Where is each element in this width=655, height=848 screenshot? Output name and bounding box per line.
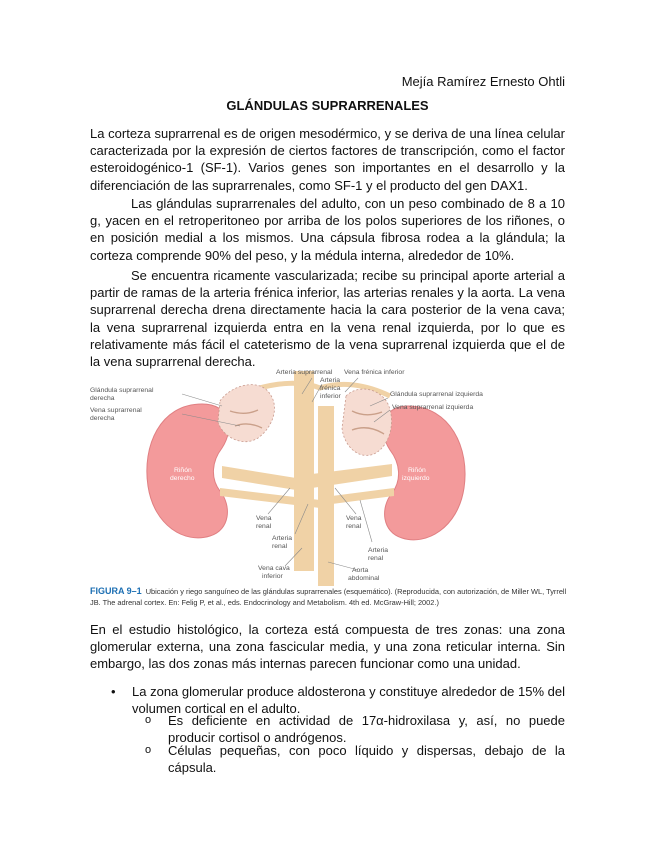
paragraph-histology: En el estudio histológico, la corteza está compuesta de tres zonas: una zona glomerular externa, una zona fascicular media, y una zona reticular interna. Sin embargo, las dos zonas más internas parecen funcionar como una unidad. xyxy=(90,622,565,672)
list-item-text: La zona glomerular produce aldosterona y constituye alrededor de 15% del volumen cortical en el adulto. xyxy=(132,684,565,716)
label-rinon-izquierdo-1: Riñón xyxy=(408,467,426,474)
label-arteria-frenica-2: frénica xyxy=(320,385,341,392)
label-vena-renal-d-1: Vena xyxy=(256,515,272,522)
label-aorta-2: abdominal xyxy=(348,575,380,582)
paragraph-anatomy: Las glándulas suprarrenales del adulto, con un peso combinado de 8 a 10 g, yacen en el retroperitoneo por arriba de los polos superiores de los riñones, o en posición medial a los mismos. Una cápsula fibrosa rodea a la glándula; la corteza comprende 90% del peso, y la médula interna, alrededor de 10%. xyxy=(90,196,565,263)
label-vena-supra-derecha-1: Vena suprarrenal xyxy=(90,407,142,414)
label-glandula-derecha-1: Glándula suprarrenal xyxy=(90,387,154,394)
label-rinon-derecho-2: derecho xyxy=(170,475,195,482)
left-adrenal-gland xyxy=(342,389,392,455)
label-vena-renal-i-1: Vena xyxy=(346,515,362,522)
document-title: GLÁNDULAS SUPRARRENALES xyxy=(226,98,429,113)
sub-bullet-symbol: o xyxy=(145,714,152,726)
label-rinon-derecho-1: Riñón xyxy=(174,467,192,474)
sub-list-item-text: Es deficiente en actividad de 17α-hidroxilasa y, así, no puede producir cortisol o andrógenos. xyxy=(168,713,565,745)
label-vena-renal-i-2: renal xyxy=(346,523,362,530)
label-rinon-izquierdo-2: izquierdo xyxy=(402,475,430,482)
label-arteria-renal-i-2: renal xyxy=(368,555,384,562)
label-glandula-izquierda: Glándula suprarrenal izquierda xyxy=(390,391,483,398)
label-vena-renal-d-2: renal xyxy=(256,523,272,530)
label-vena-cava-1: Vena cava xyxy=(258,565,290,572)
author-name: Mejía Ramírez Ernesto Ohtli xyxy=(401,74,565,89)
label-aorta-1: Aorta xyxy=(352,567,369,574)
label-vena-supra-derecha-2: derecha xyxy=(90,415,115,422)
label-arteria-renal-d-2: renal xyxy=(272,543,288,550)
sub-list-item-text: Células pequeñas, con poco líquido y dispersas, debajo de la cápsula. xyxy=(168,743,565,775)
bullet-symbol: • xyxy=(111,684,116,699)
label-arteria-renal-i-1: Arteria xyxy=(368,547,389,554)
paragraph-vascularization: Se encuentra ricamente vascularizada; recibe su principal aporte arterial a partir de ramas de la arteria frénica inferior, las arterias renales y la aorta. La vena suprarrenal derecha drena directamente hacia la cara posterior de la vena cava; la vena suprarrenal izquierda entra en la vena renal izquierda, por lo que es relativamente más fácil el cateterismo de la vena suprarrenal izquierda que el de la vena suprarrenal derecha. xyxy=(90,268,565,370)
figure-caption xyxy=(90,586,570,608)
label-vena-frenica-inferior: Vena frénica inferior xyxy=(344,369,405,376)
label-vena-supra-izquierda: Vena suprarrenal izquierda xyxy=(392,404,474,411)
adrenal-figure xyxy=(90,366,565,586)
label-arteria-suprarrenal: Arteria suprarrenal xyxy=(276,369,333,376)
sub-list-item xyxy=(145,712,565,746)
figure-caption-label: FIGURA 9–1 xyxy=(90,586,142,596)
label-arteria-renal-d-1: Arteria xyxy=(272,535,293,542)
adrenal-diagram xyxy=(90,366,565,586)
sub-list-item xyxy=(145,742,565,775)
aorta xyxy=(318,406,334,586)
figure-caption-text: Ubicación y riego sanguíneo de las glándulas suprarrenales (esquemático). (Reproducida, con autorización, de Miller WL, Tyrrell JB. The adrenal cortex. En: Felig P, et al., eds. Endocrinology and Metabolism. 4th ed. McGraw-Hill; 2002.) xyxy=(90,587,567,607)
sub-bullet-symbol: o xyxy=(145,744,152,756)
label-arteria-frenica-3: inferior xyxy=(320,393,341,400)
vena-cava xyxy=(294,371,314,571)
label-arteria-frenica-1: Arteria xyxy=(320,377,341,384)
label-vena-cava-2: inferior xyxy=(262,573,283,580)
label-glandula-derecha-2: derecha xyxy=(90,395,115,402)
paragraph-origin: La corteza suprarrenal es de origen mesodérmico, y se deriva de una línea celular caracterizada por la expresión de ciertos factores de transcripción, como el factor esteroidogénico-1 (SF-1). Varios genes son importantes en el desarrollo y la diferenciación de las suprarrenales, como SF-1 y el producto del gen DAX1. xyxy=(90,126,565,193)
right-renal-vein xyxy=(222,466,296,490)
